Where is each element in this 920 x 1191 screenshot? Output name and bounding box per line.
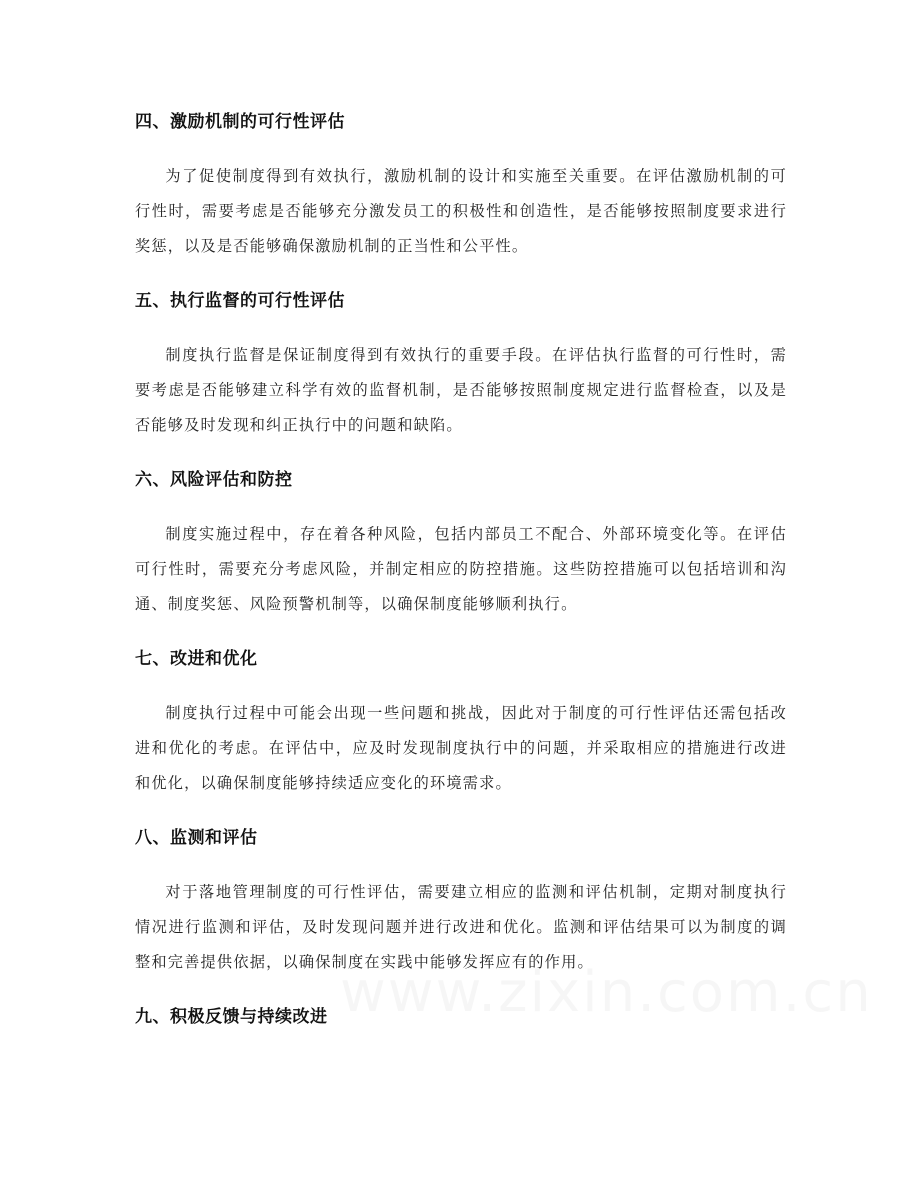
document-body [135, 108, 787, 1054]
section-heading: 六、风险评估和防控 [135, 470, 293, 490]
section-heading: 九、积极反馈与持续改进 [135, 1007, 328, 1027]
section-heading: 七、改进和优化 [135, 649, 258, 669]
section-heading: 八、监测和评估 [135, 828, 258, 848]
section-feedback [135, 1003, 787, 1031]
section-incentive [135, 108, 787, 264]
section-monitoring [135, 824, 787, 980]
section-risk [135, 466, 787, 622]
section-paragraph: 制度实施过程中，存在着各种风险，包括内部员工不配合、外部环境变化等。在评估可行性时，需要充分考虑风险，并制定相应的防控措施。这些防控措施可以包括培训和沟通、制度奖惩、风险预警机制等，以确保制度能够顺利执行。 [135, 525, 787, 613]
section-heading: 五、执行监督的可行性评估 [135, 291, 345, 311]
section-improvement [135, 645, 787, 801]
section-paragraph: 对于落地管理制度的可行性评估，需要建立相应的监测和评估机制，定期对制度执行情况进行监测和评估，及时发现问题并进行改进和优化。监测和评估结果可以为制度的调整和完善提供依据，以确保制度在实践中能够发挥应有的作用。 [135, 883, 787, 971]
section-heading: 四、激励机制的可行性评估 [135, 112, 345, 132]
section-paragraph: 制度执行过程中可能会出现一些问题和挑战，因此对于制度的可行性评估还需包括改进和优化的考虑。在评估中，应及时发现制度执行中的问题，并采取相应的措施进行改进和优化，以确保制度能够持续适应变化的环境需求。 [135, 704, 787, 792]
section-paragraph: 为了促使制度得到有效执行，激励机制的设计和实施至关重要。在评估激励机制的可行性时，需要考虑是否能够充分激发员工的积极性和创造性，是否能够按照制度要求进行奖惩，以及是否能够确保激励机制的正当性和公平性。 [135, 167, 787, 255]
section-supervision [135, 287, 787, 443]
section-paragraph: 制度执行监督是保证制度得到有效执行的重要手段。在评估执行监督的可行性时，需要考虑是否能够建立科学有效的监督机制，是否能够按照制度规定进行监督检查，以及是否能够及时发现和纠正执行中的问题和缺陷。 [135, 346, 787, 434]
